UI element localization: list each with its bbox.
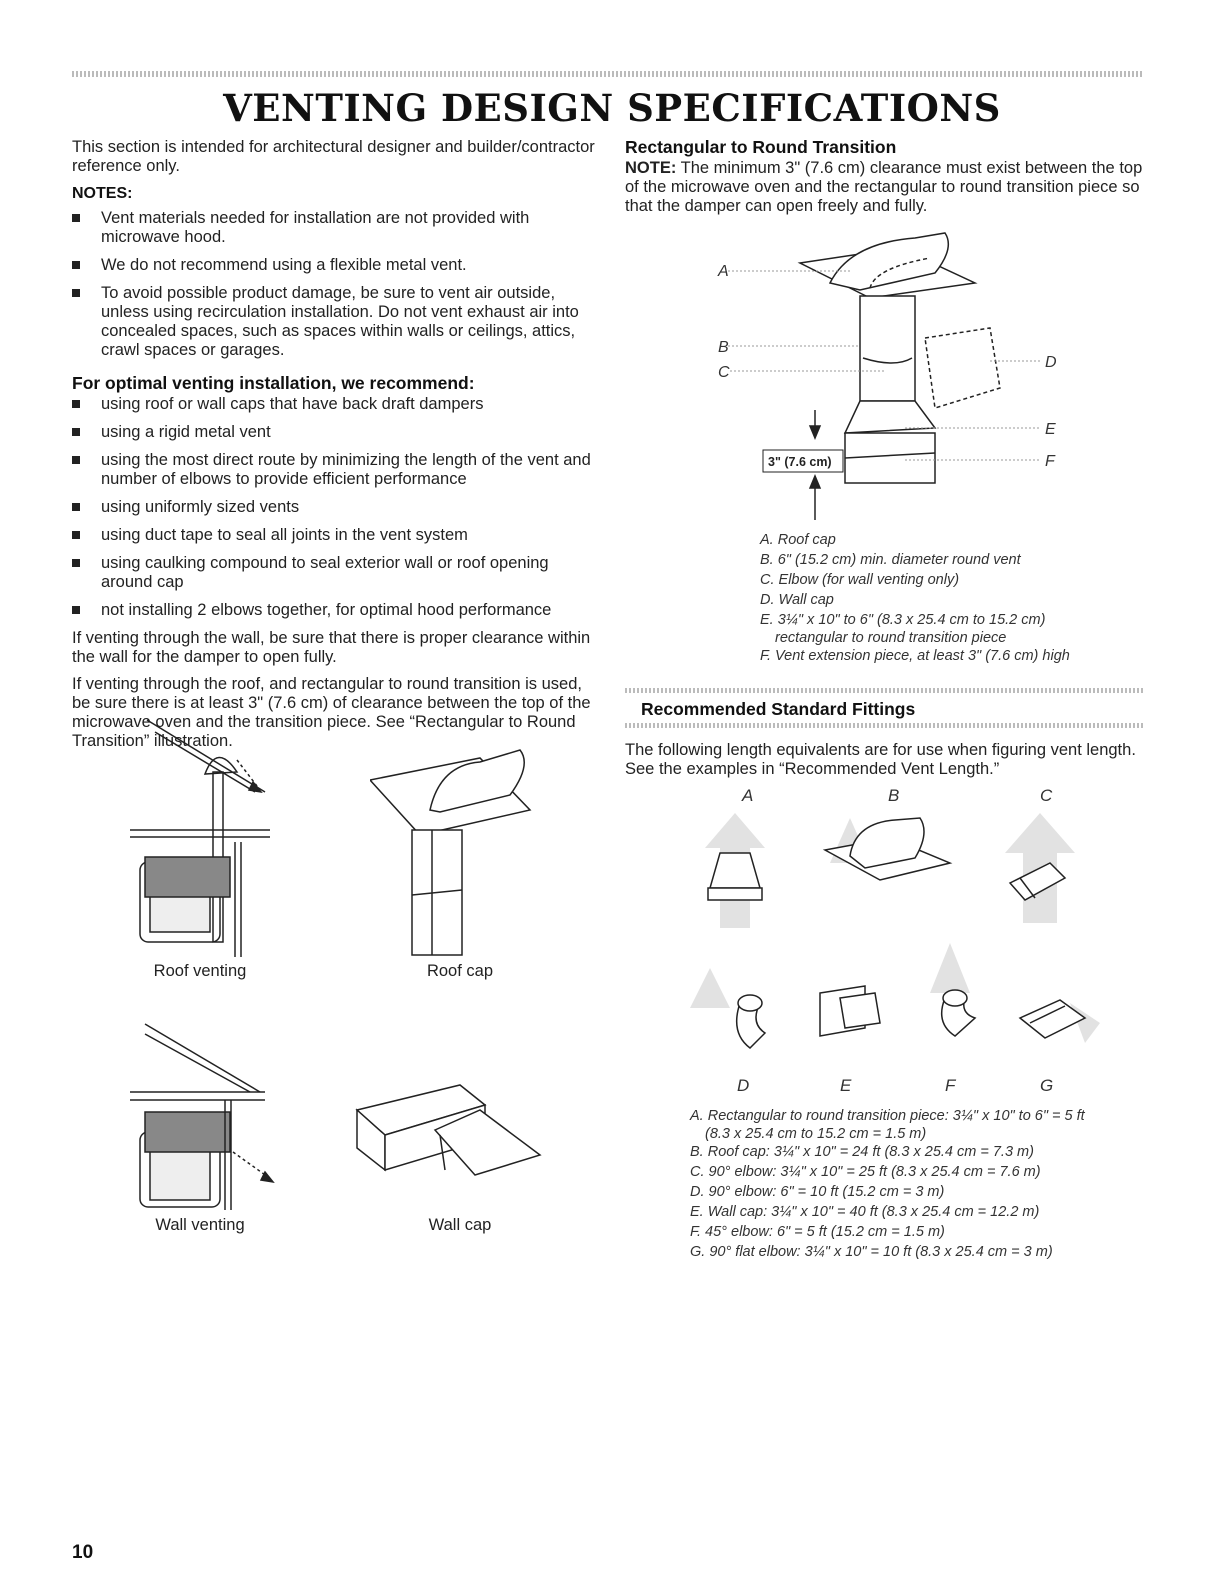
- legend-item: E. 3¼" x 10" to 6" (8.3 x 25.4 cm to 15.2 cm): [760, 612, 1046, 628]
- legend-item: F. Vent extension piece, at least 3" (7.6 cm) high: [760, 648, 1070, 664]
- legend-item: C. Elbow (for wall venting only): [760, 572, 960, 588]
- fittings-legend: [690, 1106, 1085, 1262]
- fittings-heading: Recommended Standard Fittings: [641, 699, 916, 719]
- diagram-label-e: E: [1045, 421, 1056, 438]
- clearance-label: 3" (7.6 cm): [768, 455, 832, 469]
- recommend-list: [72, 395, 602, 620]
- legend-item: D. Wall cap: [760, 592, 834, 608]
- transition-note: [625, 159, 1145, 216]
- caption-roof-cap: Roof cap: [426, 962, 494, 980]
- legend-item: A. Rectangular to round transition piece: 3¼" x 10" to 6" = 5 ft: [690, 1108, 1085, 1124]
- legend-item: A. Roof cap: [760, 532, 836, 548]
- list-item: using roof or wall caps that have back draft dampers: [72, 395, 602, 414]
- diagram-label-a: A: [718, 263, 729, 280]
- transition-heading: Rectangular to Round Transition: [625, 137, 897, 157]
- roof-cap-illustration: [370, 740, 560, 960]
- legend-item: B. Roof cap: 3¼" x 10" = 24 ft (8.3 x 25.4 cm = 7.3 m): [690, 1144, 1034, 1160]
- legend-item: F. 45° elbow: 6" = 5 ft (15.2 cm = 1.5 m): [690, 1224, 945, 1240]
- diagram-label-f: F: [1045, 453, 1055, 470]
- fitting-letter-e: E: [840, 1076, 852, 1095]
- legend-item: D. 90° elbow: 6" = 10 ft (15.2 cm = 3 m): [690, 1184, 945, 1200]
- caption-wall-venting: Wall venting: [155, 1216, 245, 1234]
- fitting-letter-f: F: [945, 1076, 956, 1095]
- section-rule-bottom: [625, 723, 1143, 728]
- legend-item: B. 6" (15.2 cm) min. diameter round vent: [760, 552, 1021, 568]
- note-text: The minimum 3" (7.6 cm) clearance must exist between the top of the microwave oven and the rectangular to round transition piece so that the damper can open freely and fully.: [625, 159, 1143, 215]
- list-item: using duct tape to seal all joints in the vent system: [72, 526, 602, 545]
- legend-item: C. 90° elbow: 3¼" x 10" = 25 ft (8.3 x 25.4 cm = 7.6 m): [690, 1164, 1041, 1180]
- list-item: not installing 2 elbows together, for optimal hood performance: [72, 601, 602, 620]
- intro-text: This section is intended for architectural designer and builder/contractor reference only.: [72, 138, 595, 175]
- notes-list: [72, 209, 602, 360]
- diagram-label-d: D: [1045, 354, 1057, 371]
- section-rule-top: [625, 688, 1143, 693]
- diagram-label-b: B: [718, 339, 729, 356]
- roof-venting-illustration: [125, 712, 285, 962]
- caption-roof-venting: Roof venting: [153, 962, 247, 980]
- transition-diagram: [700, 228, 1070, 528]
- wall-venting-illustration: [125, 1022, 290, 1212]
- transition-legend: [760, 530, 1070, 666]
- fitting-letter-g: G: [1040, 1076, 1054, 1095]
- fitting-letter-c: C: [1040, 786, 1053, 805]
- note-label: NOTE:: [625, 159, 677, 177]
- fitting-letter-a: A: [742, 786, 754, 805]
- notes-heading: NOTES:: [72, 185, 133, 202]
- right-column: [625, 138, 1145, 224]
- caption-wall-cap: Wall cap: [428, 1216, 492, 1234]
- list-item: To avoid possible product damage, be sure to vent air outside, unless using recirculation installation. Do not vent exhaust air into concealed spaces, such as spaces within walls or ceilings, attics, crawl spaces or garages.: [72, 284, 602, 360]
- left-column: [72, 138, 602, 759]
- legend-item: rectangular to round transition piece: [775, 630, 1007, 646]
- fitting-letter-d: D: [737, 1076, 750, 1095]
- list-item: Vent materials needed for installation are not provided with microwave hood.: [72, 209, 602, 247]
- page-number: 10: [72, 1542, 94, 1563]
- fitting-letter-b: B: [888, 786, 900, 805]
- list-item: We do not recommend using a flexible metal vent.: [72, 256, 602, 275]
- legend-item: (8.3 x 25.4 cm to 15.2 cm = 1.5 m): [705, 1126, 927, 1142]
- fittings-intro: The following length equivalents are for use when figuring vent length. See the examples in “Recommended Vent Length.”: [625, 741, 1136, 778]
- wall-cap-illustration: [355, 1080, 555, 1190]
- page-title: VENTING DESIGN SPECIFICATIONS: [223, 86, 1001, 130]
- fittings-illustration: [690, 808, 1110, 1063]
- roof-paragraph: If venting through the roof, and rectangular to round transition is used, be sure there is at least 3" (7.6 cm) of clearance between the top of the microwave oven and the transition piece. See “Rectangular to Round Transition” illustration.: [72, 675, 591, 750]
- legend-item: G. 90° flat elbow: 3¼" x 10" = 10 ft (8.3 x 25.4 cm = 3 m): [690, 1244, 1053, 1260]
- list-item: using the most direct route by minimizing the length of the vent and number of elbows to provide efficient performance: [72, 451, 602, 489]
- recommend-heading: For optimal venting installation, we recommend:: [72, 373, 475, 393]
- legend-item: E. Wall cap: 3¼" x 10" = 40 ft (8.3 x 25.4 cm = 12.2 m): [690, 1204, 1040, 1220]
- top-rule: [72, 71, 1142, 77]
- list-item: using caulking compound to seal exterior wall or roof opening around cap: [72, 554, 602, 592]
- list-item: using uniformly sized vents: [72, 498, 602, 517]
- wall-paragraph: If venting through the wall, be sure that there is proper clearance within the wall for the damper to open fully.: [72, 629, 591, 666]
- diagram-label-c: C: [718, 364, 730, 381]
- list-item: using a rigid metal vent: [72, 423, 602, 442]
